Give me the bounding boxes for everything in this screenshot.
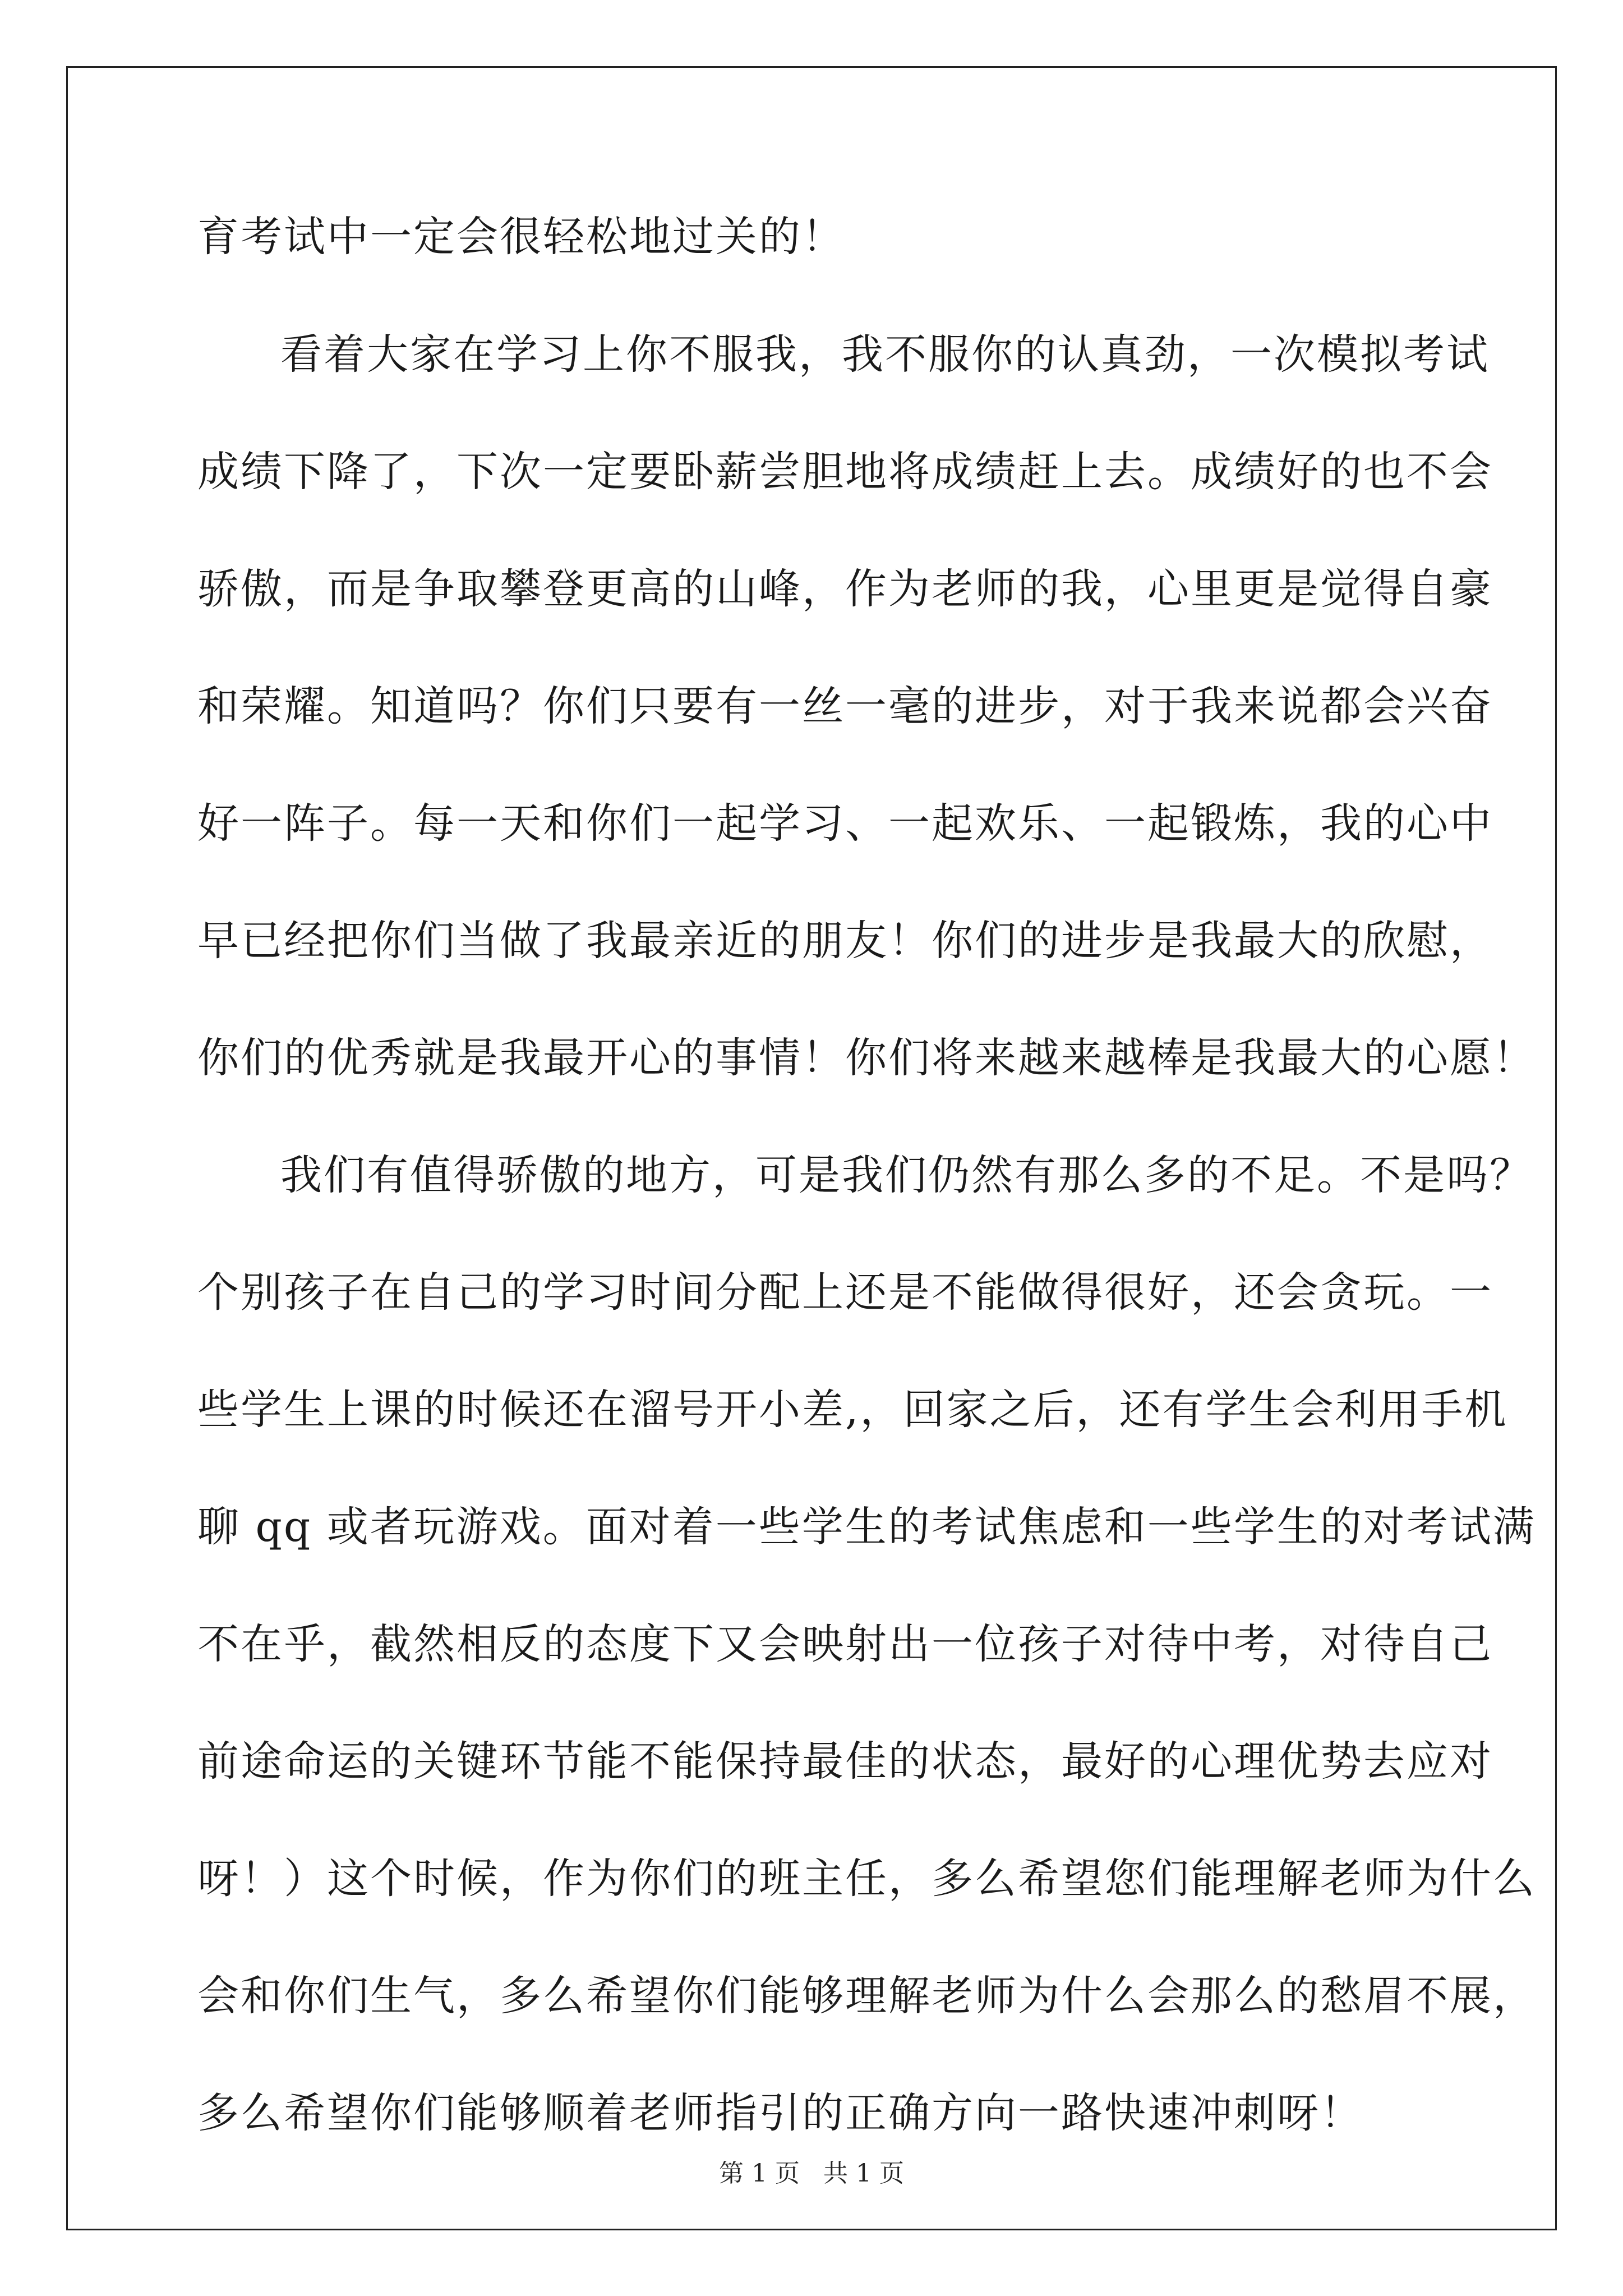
paragraph-start-line: 我们有值得骄傲的地方，可是我们仍然有那么多的不足。不是吗？ <box>280 1151 1533 1199</box>
text-line: 早已经把你们当做了我最亲近的朋友！你们的进步是我最大的欣慰， <box>197 917 1493 965</box>
text-line: 呀！）这个时候，作为你们的班主任，多么希望您们能理解老师为什么 <box>197 1855 1536 1903</box>
text-line: 多么希望你们能够顺着老师指引的正确方向一路快速冲刺呀！ <box>197 2089 1363 2137</box>
text-line: 前途命运的关键环节能不能保持最佳的状态，最好的心理优势去应对 <box>197 1737 1493 1786</box>
paragraph-start-line: 看着大家在学习上你不服我，我不服你的认真劲，一次模拟考试 <box>280 330 1490 379</box>
text-line: 聊 qq 或者玩游戏。面对着一些学生的考试焦虑和一些学生的对考试满 <box>197 1503 1536 1551</box>
text-line: 些学生上课的时候还在溜号开小差,，回家之后，还有学生会利用手机 <box>197 1386 1508 1434</box>
text-line: 不在乎，截然相反的态度下又会映射出一位孩子对待中考，对待自己 <box>197 1620 1493 1668</box>
page-number-footer: 第 1 页 共 1 页 <box>719 2159 904 2188</box>
text-line: 你们的优秀就是我最开心的事情！你们将来越来越棒是我最大的心愿！ <box>197 1034 1536 1082</box>
page-border <box>66 66 1557 2230</box>
text-line: 好一阵子。每一天和你们一起学习、一起欢乐、一起锻炼，我的心中 <box>197 799 1493 848</box>
text-line: 骄傲，而是争取攀登更高的山峰，作为老师的我，心里更是觉得自豪 <box>197 565 1493 613</box>
text-line: 会和你们生气，多么希望你们能够理解老师为什么会那么的愁眉不展， <box>197 1972 1536 2020</box>
text-line: 育考试中一定会很轻松地过关的！ <box>197 213 845 261</box>
text-line: 成绩下降了，下次一定要卧薪尝胆地将成绩赶上去。成绩好的也不会 <box>197 448 1493 496</box>
text-line: 和荣耀。知道吗？你们只要有一丝一毫的进步，对于我来说都会兴奋 <box>197 682 1493 730</box>
text-line: 个别孩子在自己的学习时间分配上还是不能做得很好，还会贪玩。一 <box>197 1268 1493 1317</box>
